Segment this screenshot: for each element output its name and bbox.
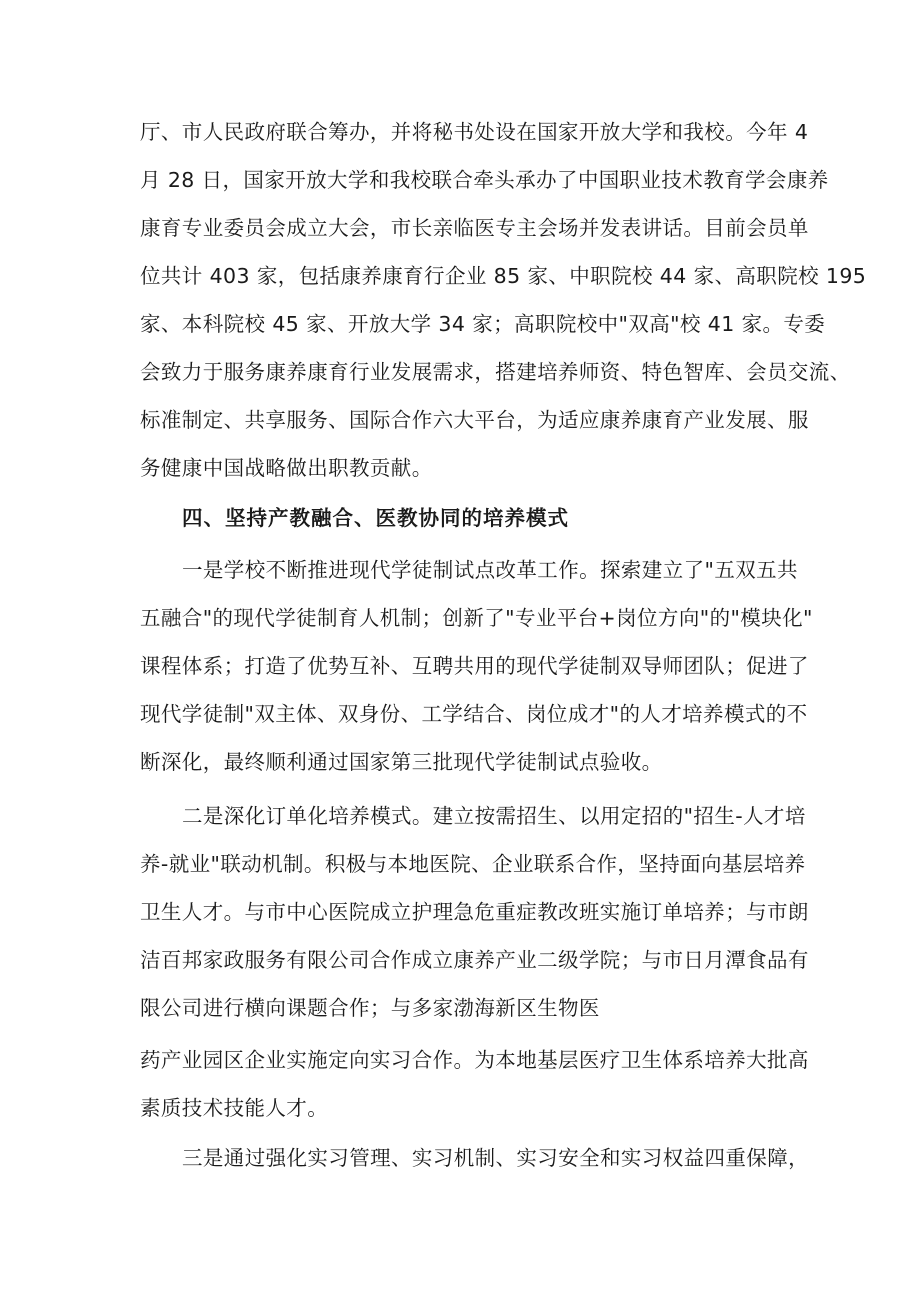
text-line: 位共计 403 家，包括康养康育行企业 85 家、中职院校 44 家、高职院校 195 [140, 264, 867, 288]
text-line: 厅、市人民政府联合筹办，并将秘书处设在国家开放大学和我校。今年 4 [140, 120, 809, 144]
text-line: 一是学校不断推进现代学徒制试点改革工作。探索建立了"五双五共 [182, 558, 798, 582]
text-line: 三是通过强化实习管理、实习机制、实习安全和实习权益四重保障， [182, 1146, 809, 1170]
text-line: 家、本科院校 45 家、开放大学 34 家；高职院校中"双高"校 41 家。专委 [140, 312, 826, 336]
text-line: 五融合"的现代学徒制育人机制；创新了"专业平台+岗位方向"的"模块化" [140, 606, 813, 630]
text-line: 康育专业委员会成立大会，市长亲临医专主会场并发表讲话。目前会员单 [140, 216, 809, 240]
text-line: 药产业园区企业实施定向实习合作。为本地基层医疗卫生体系培养大批高 [140, 1048, 809, 1072]
text-line: 洁百邦家政服务有限公司合作成立康养产业二级学院；与市日月潭食品有 [140, 948, 809, 972]
text-line: 二是深化订单化培养模式。建立按需招生、以用定招的"招生-人才培 [182, 804, 806, 828]
text-line: 养-就业"联动机制。积极与本地医院、企业联系合作，坚持面向基层培养 [140, 852, 806, 876]
section-heading: 四、坚持产教融合、医教协同的培养模式 [182, 506, 569, 530]
text-line: 现代学徒制"双主体、双身份、工学结合、岗位成才"的人才培养模式的不 [140, 702, 808, 726]
text-line: 限公司进行横向课题合作；与多家渤海新区生物医 [140, 996, 600, 1020]
text-line: 素质技术技能人才。 [140, 1096, 329, 1120]
text-line: 断深化，最终顺利通过国家第三批现代学徒制试点验收。 [140, 750, 663, 774]
text-line: 月 28 日，国家开放大学和我校联合牵头承办了中国职业技术教育学会康养 [140, 168, 829, 192]
text-line: 课程体系；打造了优势互补、互聘共用的现代学徒制双导师团队；促进了 [140, 654, 809, 678]
text-line: 卫生人才。与市中心医院成立护理急危重症教改班实施订单培养；与市朗 [140, 900, 809, 924]
text-line: 务健康中国战略做出职教贡献。 [140, 456, 433, 480]
text-line: 会致力于服务康养康育行业发展需求，搭建培养师资、特色智库、会员交流、 [140, 360, 851, 384]
text-line: 标准制定、共享服务、国际合作六大平台，为适应康养康育产业发展、服 [140, 408, 809, 432]
